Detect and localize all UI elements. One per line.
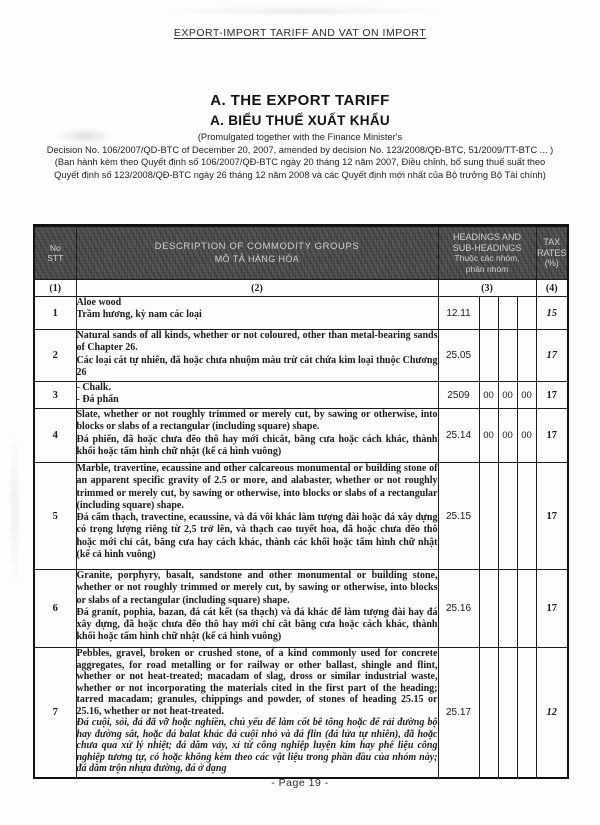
page-number: - Page 19 - [271, 777, 329, 789]
subheading-code [479, 648, 498, 778]
description-english: Slate, whether or not roughly trimmed or merely cut, by sawing or otherwise, into blocks or slabs of a rectangular (including square) shape. [76, 409, 438, 433]
row-number: 1 [34, 297, 76, 330]
heading-code: 2509 [438, 382, 479, 409]
row-number: 3 [34, 382, 76, 409]
description-vietnamese: Đá granít, pophia, bazan, đá cát kết (sa thạch) và đá khác để làm tượng đài hay đá xây dựng, đã hoặc chưa đẽo thô hay mới chỉ cắt bằng cưa hoặc cách khác, thành khối hoặc tấm hình chữ nhật (kể cả hình vuông) [76, 606, 438, 643]
tariff-table [33, 224, 569, 779]
description-vietnamese: - Đá phấn [76, 394, 119, 406]
promulgation-line: Decision No. 106/2007/QD-BTC of December 20, 2007, amended by decision No. 123/2008/QĐ-BTC, 51/2009/TT-BTC ... ) [46, 144, 554, 155]
column-number-4: (4) [536, 280, 568, 297]
description-english: Pebbles, gravel, broken or crushed stone, of a kind commonly used for concrete aggregates, for road metalling or for railway or other ballast, shingle and flint, whether or not heat-treated; macadam of slag, dross or similar industrial waste, whether or not incorporating the materials cited in the first part of the heading; tarred macadam; granules, chippings and powder, of stones of heading 25.15 or 25.16, whether or not heat-treated. [76, 648, 438, 717]
tax-rate: 17 [536, 382, 568, 409]
description-vietnamese: Trầm hương, kỳ nam các loại [76, 309, 202, 321]
description-vietnamese: Đá cuội, sỏi, đá đã vỡ hoặc nghiền, chủ yếu để làm cốt bê tông hoặc để rải đường bộ hay đường sắt, hoặc đá balat khác đá cuội nhỏ và đá flin (đá lửa tự nhiên), đã hoặc chưa qua xử lý nhiệt; đá dăm vảy, xỉ từ công nghiệp luyện kim hay phế liệu công nghiệp tương tự, có hoặc không kèm theo các vật liệu trong phần đầu của nhóm này; đá dăm trộn nhựa đường, đá ở dạng [76, 717, 438, 774]
table-row [34, 297, 568, 330]
column-header-stt [34, 226, 76, 280]
row-number: 7 [34, 648, 76, 778]
table-row [34, 570, 568, 648]
table-row [34, 409, 568, 463]
column-header-tax-line: (%) [544, 258, 559, 269]
subheading-code: 00 [517, 382, 536, 409]
commodity-description [76, 570, 438, 648]
description-english: Aloe wood [76, 297, 122, 308]
tax-rate: 17 [536, 570, 568, 648]
column-header-tax-line: TAX [543, 237, 561, 248]
table-row [34, 648, 568, 778]
commodity-description [76, 330, 438, 382]
commodity-description [76, 648, 438, 778]
commodity-description [76, 382, 438, 409]
subheading-code [498, 297, 517, 330]
subheading-code: 00 [479, 409, 498, 463]
subheading-code [498, 570, 517, 648]
subheading-code [479, 330, 498, 382]
column-header-tax-line: RATES [537, 247, 567, 258]
description-vietnamese: Đá phiến, đã hoặc chưa đẽo thô hay mới chicắt, bằng cưa hoặc cách khác, thành khối hoặc tấm hình chữ nhật (kể cả hình vuông) [76, 433, 438, 457]
description-english: - Chalk. [76, 382, 111, 393]
tax-rate: 12 [536, 648, 568, 778]
column-header-description-vi: MÔ TẢ HÀNG HÓA [214, 254, 300, 264]
commodity-description [76, 409, 438, 463]
subheading-code: 00 [498, 409, 517, 463]
column-header-headings-line-vi: phân nhóm [465, 263, 509, 274]
promulgation-line: (Ban hành kèm theo Quyết định số 106/2007/QĐ-BTC ngày 20 tháng 12 năm 2007, Điều chỉnh, bổ sung thuế suất theo [54, 157, 546, 168]
title-block [0, 92, 600, 181]
column-header-headings-line-vi: Thuộc các nhóm, [454, 253, 520, 263]
column-header-tax-rates [536, 226, 568, 280]
row-number: 4 [34, 409, 76, 463]
subheading-code [479, 463, 498, 570]
heading-code: 25.15 [438, 463, 479, 570]
column-header-description [76, 226, 438, 280]
row-number: 6 [34, 570, 76, 648]
subheading-code [498, 463, 517, 570]
scan-smudge [150, 6, 450, 16]
tax-rate: 17 [536, 330, 568, 382]
commodity-description [76, 463, 438, 570]
description-english: Marble, travertine, ecaussine and other calcareous monumental or building stone of an apparent specific gravity of 2.5 or more, and alabaster, whether or not roughly trimmed or merely cut, by sawing or otherwise, into blocks or slabs of a rectangular (including square) shape. [76, 463, 438, 511]
column-header-stt-line: No [49, 243, 61, 253]
subheading-code [517, 648, 536, 778]
row-number: 5 [34, 463, 76, 570]
column-header-headings-line: HEADINGS AND [453, 232, 522, 242]
commodity-description [76, 297, 438, 330]
subheading-code [517, 330, 536, 382]
promulgation-line: Quyết định số 123/2008/QĐ-BTC ngày 26 tháng 12 năm 2008 và các Quyết định mới nhất của Bộ trưởng Bộ Tài chính) [54, 169, 546, 180]
table-row [34, 463, 568, 570]
column-header-headings [438, 226, 536, 280]
column-header-stt-line: STT [47, 253, 64, 263]
column-header-headings-line: SUB-HEADINGS [452, 242, 522, 253]
column-header-description-en: DESCRIPTION OF COMMODITY GROUPS [154, 241, 360, 252]
heading-code: 25.05 [438, 330, 479, 382]
description-vietnamese: Đá cẩm thạch, travectine, ecaussine, và đá vôi khác làm tượng đài hoặc đá xây dựng có trọng lượng riêng từ 2,5 trở lên, và thạch cao tuyết hoa, đã hoặc chưa đẽo thô hoặc mới chỉ cắt, bằng cưa hay cách khác, thành các khối hoặc tấm hình chữ nhật (kể cả hình vuông) [76, 512, 438, 561]
description-vietnamese: Các loại cát tự nhiên, đã hoặc chưa nhuộm màu trừ cát chứa kim loại thuộc Chương 26 [76, 354, 438, 378]
subheading-code [498, 330, 517, 382]
subheading-code: 00 [479, 382, 498, 409]
table-row [34, 382, 568, 409]
subheading-code: 00 [517, 409, 536, 463]
subheading-code [517, 297, 536, 330]
table-row [34, 330, 568, 382]
subheading-code: 00 [498, 382, 517, 409]
tax-rate: 15 [536, 297, 568, 330]
heading-code: 25.14 [438, 409, 479, 463]
column-number-3: (3) [438, 280, 536, 297]
title-english: A. THE EXPORT TARIFF [210, 92, 390, 109]
description-english: Natural sands of all kinds, whether or not coloured, other than metal-bearing sands of Chapter 26. [76, 330, 438, 354]
subheading-code [479, 297, 498, 330]
description-english: Granite, porphyry, basalt, sandstone and other monumental or building stone, whether or not roughly trimmed or merely cut, by sawing or otherwise, into blocks or slabs of a rectangular (including square) shape. [76, 570, 438, 606]
heading-code: 12.11 [438, 297, 479, 330]
subheading-code [498, 648, 517, 778]
running-header-text: EXPORT-IMPORT TARIFF AND VAT ON IMPORT [173, 27, 427, 39]
row-number: 2 [34, 330, 76, 382]
heading-code: 25.17 [438, 648, 479, 778]
table-header-row [34, 226, 568, 280]
heading-code: 25.16 [438, 570, 479, 648]
subheading-code [517, 570, 536, 648]
subheading-code [479, 570, 498, 648]
column-number-1: (1) [34, 280, 76, 297]
column-numbering-row [34, 280, 568, 297]
running-header [0, 27, 600, 39]
subheading-code [517, 463, 536, 570]
tax-rate: 17 [536, 463, 568, 570]
promulgation-note [0, 131, 600, 181]
scan-smudge [8, 430, 22, 590]
promulgation-line: (Promulgated together with the Finance Minister's [197, 132, 403, 142]
title-vietnamese: A. BIỂU THUẾ XUẤT KHẨU [210, 113, 390, 128]
tax-rate: 17 [536, 409, 568, 463]
column-number-2: (2) [76, 280, 438, 297]
